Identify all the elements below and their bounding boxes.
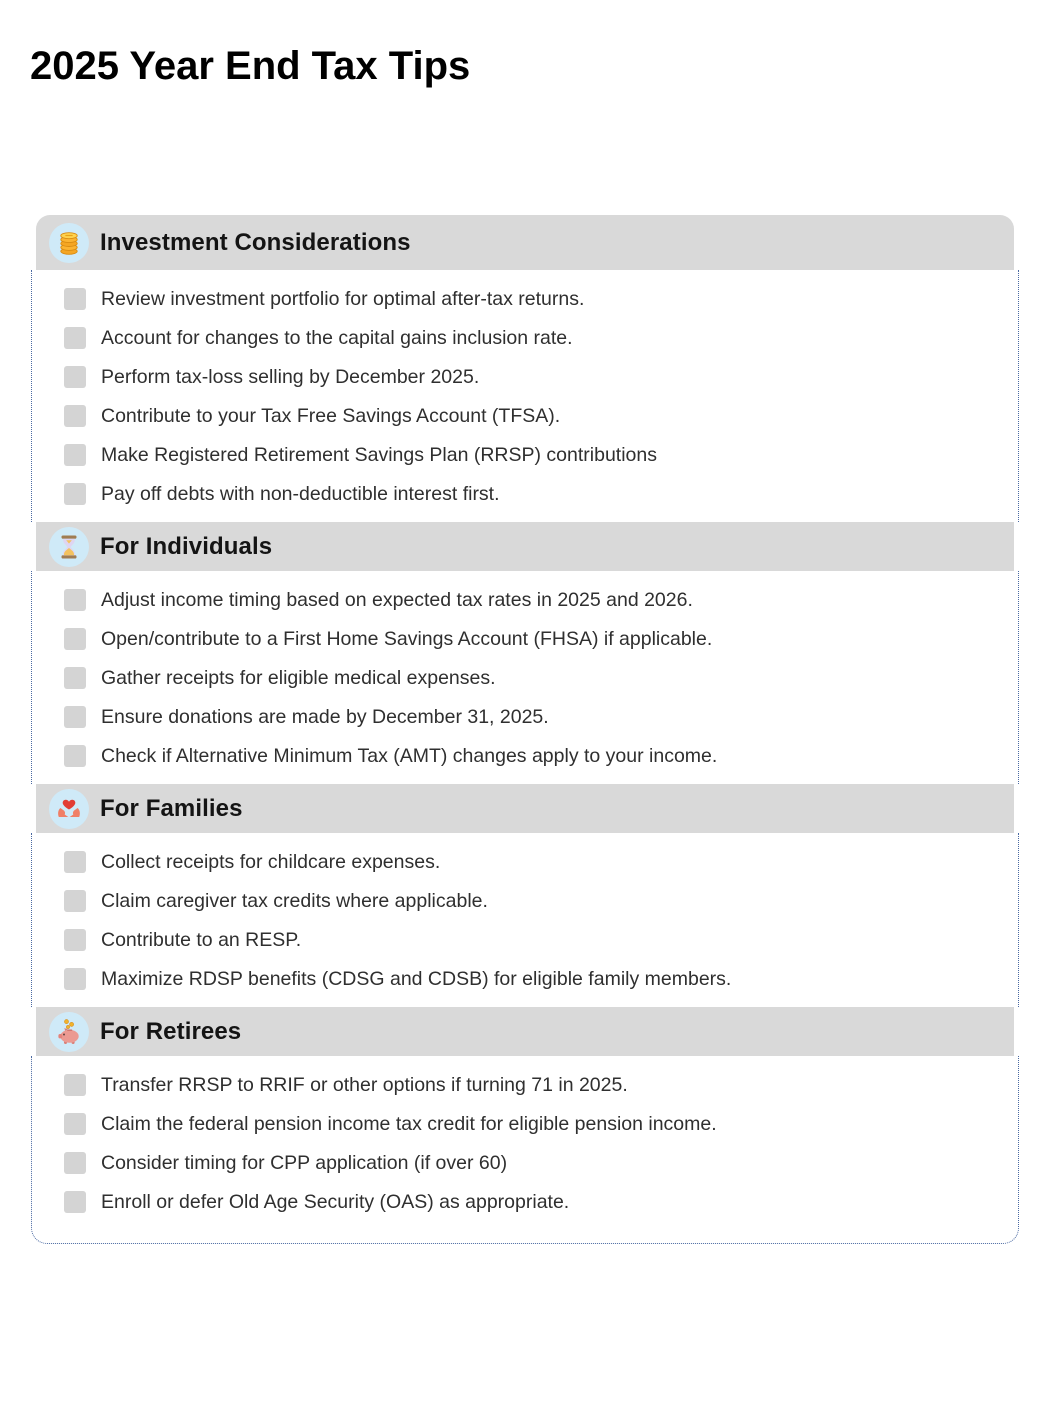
item-label: Claim caregiver tax credits where applicable. (101, 889, 488, 912)
item-label: Pay off debts with non-deductible interest first. (101, 482, 500, 505)
checklist-item (32, 396, 1018, 435)
checklist-item (32, 736, 1018, 775)
checklist-item (32, 697, 1018, 736)
checkbox[interactable] (64, 288, 86, 310)
checklist-item (32, 619, 1018, 658)
item-label: Contribute to an RESP. (101, 928, 302, 951)
hands-heart-icon (49, 789, 89, 829)
checkbox[interactable] (64, 968, 86, 990)
section-header (36, 784, 1014, 833)
section-body (31, 1056, 1019, 1244)
section-header (36, 215, 1014, 270)
item-label: Collect receipts for childcare expenses. (101, 850, 441, 873)
checkbox[interactable] (64, 667, 86, 689)
checklist-item (32, 1182, 1018, 1221)
hourglass-icon (49, 527, 89, 567)
checklist-item (32, 1065, 1018, 1104)
checklist-item (32, 580, 1018, 619)
checkbox[interactable] (64, 366, 86, 388)
section-header (36, 1007, 1014, 1056)
section-title: For Retirees (100, 1017, 242, 1045)
section-title: For Individuals (100, 532, 273, 560)
section-body (31, 833, 1019, 1007)
item-label: Contribute to your Tax Free Savings Account (TFSA). (101, 404, 561, 427)
checkbox[interactable] (64, 890, 86, 912)
item-label: Transfer RRSP to RRIF or other options if turning 71 in 2025. (101, 1073, 628, 1096)
checkbox[interactable] (64, 929, 86, 951)
checkbox[interactable] (64, 706, 86, 728)
checkbox[interactable] (64, 628, 86, 650)
checklist-card (31, 215, 1019, 1244)
checklist-item (32, 318, 1018, 357)
page-title: 2025 Year End Tax Tips (30, 44, 471, 88)
checklist-item (32, 959, 1018, 998)
item-label: Adjust income timing based on expected tax rates in 2025 and 2026. (101, 588, 693, 611)
checklist-item (32, 1104, 1018, 1143)
item-label: Make Registered Retirement Savings Plan (RRSP) contributions (101, 443, 657, 466)
checkbox[interactable] (64, 589, 86, 611)
section-body (31, 270, 1019, 522)
coins-icon (49, 223, 89, 263)
section-investment-considerations (31, 215, 1019, 522)
item-label: Enroll or defer Old Age Security (OAS) as appropriate. (101, 1190, 570, 1213)
checklist-item (32, 1143, 1018, 1182)
section-for-retirees (31, 1007, 1019, 1244)
checkbox[interactable] (64, 483, 86, 505)
checklist-item (32, 474, 1018, 513)
checkbox[interactable] (64, 745, 86, 767)
checkbox[interactable] (64, 444, 86, 466)
section-body (31, 571, 1019, 784)
section-title: Investment Considerations (100, 228, 411, 256)
item-label: Check if Alternative Minimum Tax (AMT) changes apply to your income. (101, 744, 718, 767)
item-label: Open/contribute to a First Home Savings Account (FHSA) if applicable. (101, 627, 713, 650)
item-label: Maximize RDSP benefits (CDSG and CDSB) for eligible family members. (101, 967, 732, 990)
item-label: Gather receipts for eligible medical expenses. (101, 666, 496, 689)
checklist-item (32, 920, 1018, 959)
section-for-families (31, 784, 1019, 1007)
item-label: Perform tax-loss selling by December 2025. (101, 365, 480, 388)
checklist-item (32, 881, 1018, 920)
checkbox[interactable] (64, 1113, 86, 1135)
checklist-item (32, 842, 1018, 881)
checklist-item (32, 279, 1018, 318)
item-label: Review investment portfolio for optimal after-tax returns. (101, 287, 585, 310)
checklist-item (32, 357, 1018, 396)
item-label: Account for changes to the capital gains inclusion rate. (101, 326, 573, 349)
item-label: Consider timing for CPP application (if over 60) (101, 1151, 508, 1174)
section-title: For Families (100, 794, 243, 822)
checkbox[interactable] (64, 1191, 86, 1213)
checkbox[interactable] (64, 1074, 86, 1096)
checkbox[interactable] (64, 851, 86, 873)
checklist-item (32, 658, 1018, 697)
checklist-item (32, 435, 1018, 474)
section-for-individuals (31, 522, 1019, 784)
checkbox[interactable] (64, 1152, 86, 1174)
checkbox[interactable] (64, 327, 86, 349)
section-header (36, 522, 1014, 571)
item-label: Claim the federal pension income tax credit for eligible pension income. (101, 1112, 717, 1135)
checkbox[interactable] (64, 405, 86, 427)
piggy-bank-icon (49, 1012, 89, 1052)
item-label: Ensure donations are made by December 31, 2025. (101, 705, 549, 728)
